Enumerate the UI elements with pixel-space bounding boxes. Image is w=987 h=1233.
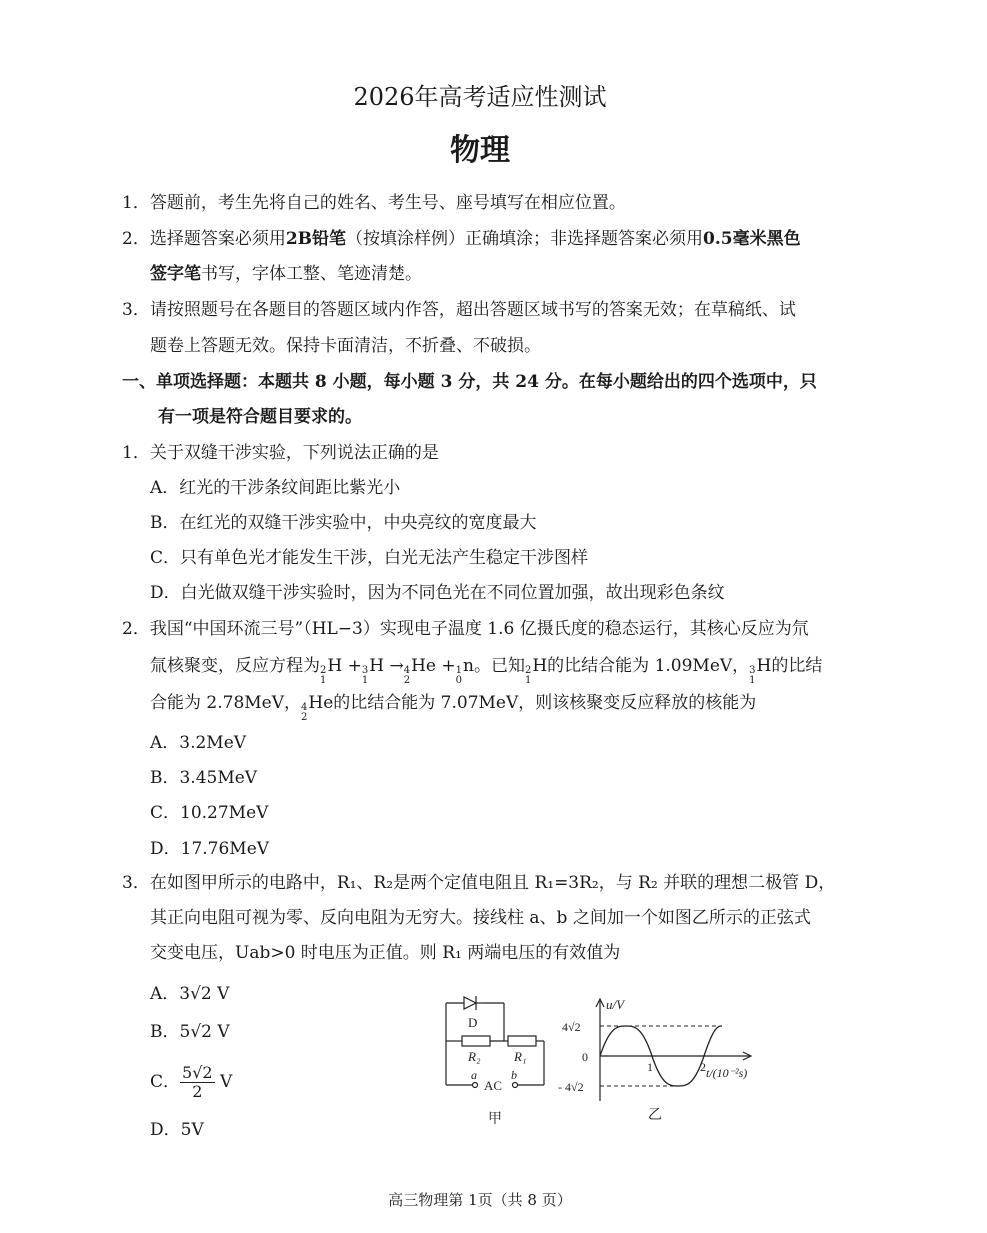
q3-option-b: B．5√2 V bbox=[150, 1022, 230, 1042]
q3-option-a: A．3√2 V bbox=[150, 984, 230, 1004]
r1-label: R₁ bbox=[514, 1049, 527, 1064]
y-bottom-tick: - 4√2 bbox=[558, 1080, 584, 1094]
q2-option-a: A．3.2MeV bbox=[150, 733, 247, 753]
q2-option-c: C．10.27MeV bbox=[150, 803, 269, 823]
q3-line-1: 3．在如图甲所示的电路中，R₁、R₂是两个定值电阻且 R₁=3R₂，与 R₂ 并联的理想二极管 D， bbox=[122, 873, 836, 893]
page-footer: 高三物理第 1页（共 8 页） bbox=[388, 1191, 572, 1209]
note-2: 2．选择题答案必须用2B铅笔（按填涂样例）正确填涂；非选择题答案必须用0.5毫米黑色 bbox=[122, 229, 801, 249]
x-tick-2: 2 bbox=[700, 1060, 706, 1074]
q1-option-c: C．只有单色光才能发生干涉，白光无法产生稳定干涉图样 bbox=[150, 548, 589, 568]
q3-option-d: D．5V bbox=[150, 1120, 204, 1140]
ac-label: AC bbox=[484, 1078, 503, 1093]
q2-line-3: 合能为 2.78MeV， 4 2 He的比结合能为 7.07MeV，则该核聚变反应释放的核能为 bbox=[150, 693, 757, 723]
q2-option-b: B．3.45MeV bbox=[150, 768, 258, 788]
note-3: 3．请按照题号在各题目的答题区域内作答，超出答题区域书写的答案无效；在草稿纸、试 bbox=[122, 300, 796, 320]
x-tick-1: 1 bbox=[647, 1060, 653, 1074]
fraction: $\frac{5√2}{2}$ bbox=[182, 1063, 213, 1101]
y-top-tick: 4√2 bbox=[562, 1020, 581, 1034]
voltage-graph bbox=[558, 993, 773, 1128]
subject-title: 物理 bbox=[450, 133, 510, 168]
note-1: 1．答题前，考生先将自己的姓名、考生号、座号填写在相应位置。 bbox=[122, 193, 626, 213]
q3-option-c: C． $\frac{5√2}{2}$ V bbox=[150, 1063, 233, 1101]
note-2-cont: 签字笔书写，字体工整、笔迹清楚。 bbox=[150, 264, 422, 284]
terminal-b-label: b bbox=[511, 1068, 517, 1082]
section-heading-cont: 有一项是符合题目要求的。 bbox=[158, 407, 362, 427]
figure-jia-caption: 甲 bbox=[488, 1111, 502, 1127]
q1-stem: 1．关于双缝干涉实验，下列说法正确的是 bbox=[122, 443, 439, 463]
terminal-a-label: a bbox=[471, 1068, 477, 1082]
y-axis-label: u/V bbox=[606, 997, 625, 1012]
reaction-equation: 2 1 H + 3 1 H → 4 2 He + 1 0 n bbox=[320, 656, 474, 686]
r2-label: R₂ bbox=[468, 1049, 481, 1064]
y-zero-tick: 0 bbox=[582, 1050, 588, 1064]
x-axis-label: t/(10⁻²s) bbox=[706, 1066, 748, 1080]
q3-line-2: 其正向电阻可视为零、反向电阻为无穷大。接线柱 a、b 之间加一个如图乙所示的正弦式 bbox=[150, 908, 811, 928]
q2-line-2: 氚核聚变，反应方程为 2 1 H + 3 1 H → 4 2 He + 1 0 n。已知 2 1 H的比结合能为 1.09MeV， 3 1 H的比结 bbox=[150, 656, 823, 686]
q1-option-b: B．在红光的双缝干涉实验中，中央亮纹的宽度最大 bbox=[150, 513, 537, 533]
exam-title: 2026年高考适应性测试 bbox=[353, 83, 607, 111]
diode-label: D bbox=[468, 1015, 478, 1030]
note-3-cont: 题卷上答题无效。保持卡面清洁，不折叠、不破损。 bbox=[150, 336, 541, 356]
q1-option-a: A．红光的干涉条纹间距比紫光小 bbox=[150, 478, 401, 498]
q2-line-1: 2．我国“中国环流三号”（HL−3）实现电子温度 1.6 亿摄氏度的稳态运行，其核心反应为氘 bbox=[122, 619, 809, 639]
q1-option-d: D．白光做双缝干涉实验时，因为不同色光在不同位置加强，故出现彩色条纹 bbox=[150, 583, 725, 603]
q2-option-d: D．17.76MeV bbox=[150, 839, 270, 859]
section-heading: 一、单项选择题：本题共 8 小题，每小题 3 分，共 24 分。在每小题给出的四个选项中，只 bbox=[122, 372, 817, 392]
circuit-diagram bbox=[436, 993, 556, 1128]
figure-yi-caption: 乙 bbox=[648, 1107, 662, 1123]
q3-line-3: 交变电压，Uab>0 时电压为正值。则 R₁ 两端电压的有效值为 bbox=[150, 943, 621, 963]
